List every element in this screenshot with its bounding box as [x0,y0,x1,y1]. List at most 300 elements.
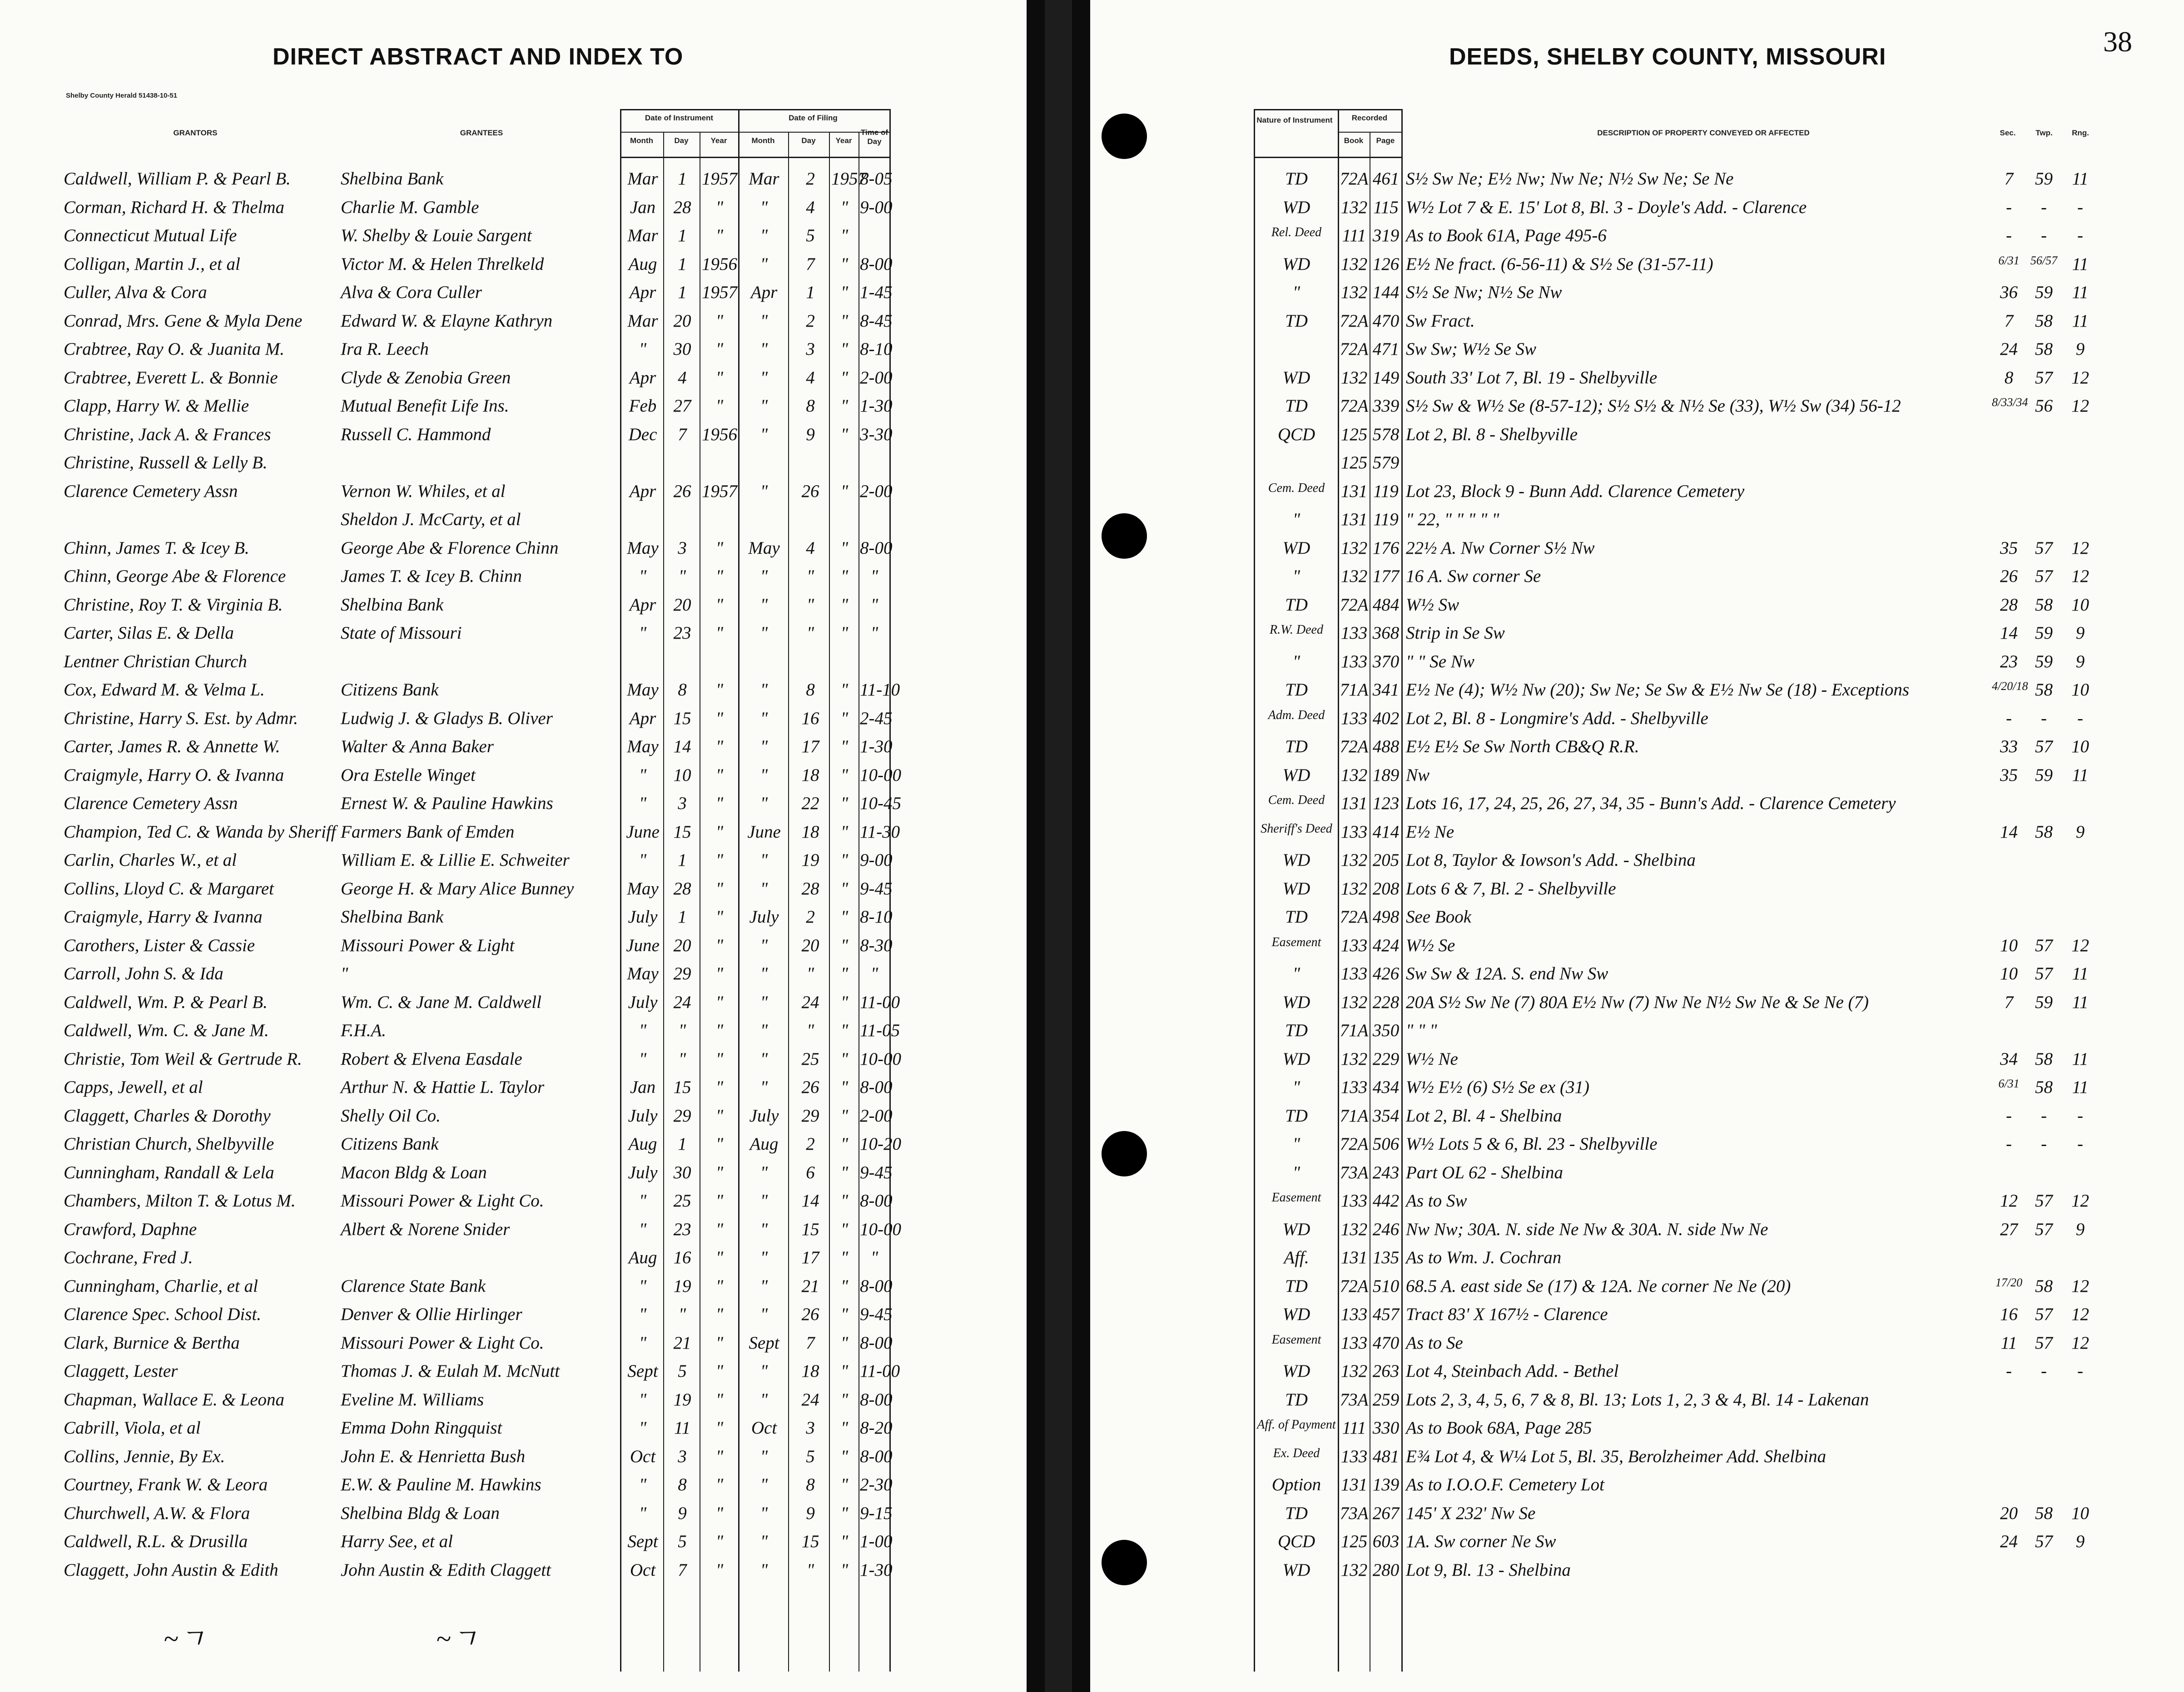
entry-row [0,790,2184,819]
grantor-cell: Collins, Jennie, By Ex. [64,1446,225,1466]
filing-day-cell: 4 [806,538,815,558]
filing-day-cell: 3 [806,339,815,359]
instrument-day-cell: " [678,1305,686,1324]
township-cell: - [2041,1134,2047,1154]
filing-day-cell: 15 [801,1219,819,1239]
page-cell: 457 [1372,1305,1400,1324]
instrument-year-cell: " [715,1333,724,1353]
nature-of-instrument-cell: Easement [1271,1332,1321,1347]
instrument-year-cell: " [715,566,724,586]
instrument-year-cell: " [715,1248,724,1267]
nature-of-instrument-cell: WD [1282,765,1310,785]
grantor-cell: Clapp, Harry W. & Mellie [64,396,249,416]
instrument-day-cell: " [678,566,686,586]
property-description-cell: As to Book 68A, Page 285 [1406,1418,1592,1438]
filing-year-cell: " [840,708,849,728]
section-cell: 36 [2000,283,2018,302]
grantee-cell: Charlie M. Gamble [341,197,479,217]
entry-row [0,478,2184,506]
instrument-month-cell: " [639,339,647,359]
filing-year-cell: " [840,1305,849,1324]
filing-day-cell: 24 [801,992,819,1012]
page-cell: 484 [1372,595,1400,615]
filing-month-cell: " [760,765,768,785]
book-cell: 131 [1340,510,1368,529]
township-cell: 57 [2035,737,2053,756]
header-nature-of-instrument: Nature of Instrument [1256,116,1333,124]
section-cell: 16 [2000,1305,2018,1324]
grantee-cell: Clyde & Zenobia Green [341,367,511,387]
property-description-cell: S½ Se Nw; N½ Se Nw [1406,283,1562,302]
property-description-cell: As to Wm. J. Cochran [1406,1248,1562,1267]
section-cell: 23 [2000,651,2018,671]
filing-month-cell: " [760,481,768,501]
grantee-cell: Vernon W. Whiles, et al [341,481,506,501]
time-of-day-cell: 1-30 [860,396,893,416]
filing-month-cell: Apr [750,283,778,302]
filing-day-cell: " [806,623,814,643]
nature-of-instrument-cell: WD [1282,1219,1310,1239]
range-cell: 12 [2071,367,2089,387]
range-cell: 10 [2071,595,2089,615]
nature-of-instrument-cell: TD [1285,1276,1308,1296]
filing-month-cell: Sept [749,1333,779,1353]
filing-year-cell: " [840,964,849,983]
book-cell: 133 [1340,651,1368,671]
entry-row [0,336,2184,364]
instrument-month-cell: " [639,1475,647,1494]
nature-of-instrument-cell: WD [1282,992,1310,1012]
book-cell: 71A [1340,1021,1369,1040]
filing-month-cell: Oct [751,1418,777,1438]
instrument-year-cell: " [715,595,724,615]
section-cell: 33 [2000,737,2018,756]
filing-month-cell: " [760,623,768,643]
instrument-year-cell: " [715,765,724,785]
section-cell: - [2006,1106,2012,1126]
grantee-cell: Eveline M. Williams [341,1389,484,1409]
filing-year-cell: " [840,1021,849,1040]
filing-year-cell: " [840,623,849,643]
grantor-cell: Craigmyle, Harry O. & Ivanna [64,765,284,785]
filing-month-cell: " [760,964,768,983]
range-cell: 12 [2071,1305,2089,1324]
filing-year-cell: " [840,1276,849,1296]
time-of-day-cell: " [870,964,879,983]
instrument-day-cell: 3 [678,538,687,558]
filing-day-cell: 18 [801,765,819,785]
nature-of-instrument-cell: Adm. Deed [1268,708,1325,722]
property-description-cell: Lots 6 & 7, Bl. 2 - Shelbyville [1406,878,1616,898]
book-cell: 72A [1340,595,1369,615]
page-cell: 229 [1372,1049,1400,1069]
header-description: DESCRIPTION OF PROPERTY CONVEYED OR AFFECTED [1597,129,1810,137]
nature-of-instrument-cell: Easement [1271,935,1321,949]
instrument-day-cell: 21 [673,1333,691,1353]
filing-day-cell: 2 [806,1134,815,1154]
grantee-cell: Russell C. Hammond [341,424,491,444]
range-cell: 9 [2075,1219,2085,1239]
entry-row [0,506,2184,535]
header-page: Page [1376,136,1395,145]
book-cell: 132 [1340,254,1368,274]
instrument-month-cell: May [627,964,659,983]
instrument-month-cell: Jan [630,1077,656,1097]
instrument-day-cell: 29 [673,1106,691,1126]
grantor-cell: Chinn, James T. & Icey B. [64,538,249,558]
property-description-cell: Lot 9, Bl. 13 - Shelbina [1406,1560,1571,1580]
page-cell: 471 [1372,339,1400,359]
property-description-cell: Part OL 62 - Shelbina [1406,1162,1563,1182]
time-of-day-cell: 8-10 [860,907,893,927]
entry-row [0,1273,2184,1301]
township-cell: 58 [2035,1276,2053,1296]
instrument-year-cell: " [715,1021,724,1040]
page-cell: 578 [1372,424,1400,444]
nature-of-instrument-cell: Aff. of Payment [1257,1418,1336,1432]
instrument-year-cell: 1957 [702,481,737,501]
page-cell: 461 [1372,169,1400,189]
filing-day-cell: 8 [806,396,815,416]
instrument-year-cell: " [715,1134,724,1154]
grantor-cell: Carlin, Charles W., et al [64,850,237,870]
filing-year-cell: " [840,765,849,785]
book-cell: 132 [1340,538,1368,558]
instrument-day-cell: 5 [678,1532,687,1551]
instrument-month-cell: " [639,1389,647,1409]
grantee-cell: " [341,964,348,983]
property-description-cell: E½ Ne fract. (6-56-11) & S½ Se (31-57-11) [1406,254,1713,274]
nature-of-instrument-cell: Easement [1271,1191,1321,1205]
time-of-day-cell: 8-00 [860,1191,893,1211]
filing-year-cell: 1957 [831,169,867,189]
township-cell: 58 [2035,822,2053,842]
entry-row [0,563,2184,591]
filing-month-cell: " [760,339,768,359]
instrument-day-cell: 3 [678,794,687,813]
page-cell: 144 [1372,283,1400,302]
instrument-year-cell: " [715,1446,724,1466]
filing-day-cell: 2 [806,907,815,927]
section-cell: 7 [2004,992,2014,1012]
nature-of-instrument-cell: WD [1282,1560,1310,1580]
instrument-month-cell: May [627,878,659,898]
page-cell: 370 [1372,651,1400,671]
time-of-day-cell: " [870,1248,879,1267]
range-cell: 12 [2071,1276,2089,1296]
township-cell: 57 [2035,566,2053,586]
filing-day-cell: 19 [801,850,819,870]
grantor-cell: Christine, Harry S. Est. by Admr. [64,708,298,728]
filing-day-cell: 8 [806,1475,815,1494]
instrument-day-cell: 7 [678,424,687,444]
grantee-cell: Sheldon J. McCarty, et al [341,510,521,529]
filing-year-cell: " [840,1077,849,1097]
property-description-cell: " " " [1406,1021,1437,1040]
section-cell: - [2006,197,2012,217]
filing-day-cell: 6 [806,1162,815,1182]
filing-month-cell: " [760,595,768,615]
entry-row [0,847,2184,875]
grantor-cell: Clarence Cemetery Assn [64,481,238,501]
filing-year-cell: " [840,1333,849,1353]
instrument-day-cell: 19 [673,1389,691,1409]
grantor-cell: Collins, Lloyd C. & Margaret [64,878,274,898]
grantee-cell: William E. & Lillie E. Schweiter [341,850,570,870]
time-of-day-cell: 2-45 [860,708,893,728]
grantee-cell: Arthur N. & Hattie L. Taylor [341,1077,545,1097]
filing-month-cell: " [760,1446,768,1466]
filing-year-cell: " [840,822,849,842]
township-cell: - [2041,1361,2047,1381]
book-cell: 72A [1340,907,1369,927]
range-cell: 12 [2071,1333,2089,1353]
filing-month-cell: " [760,708,768,728]
page-cell: 176 [1372,538,1400,558]
instrument-year-cell: " [715,226,724,245]
entry-row [0,1216,2184,1245]
header-filing-day: Day [801,136,816,145]
filing-year-cell: " [840,992,849,1012]
time-of-day-cell: 8-00 [860,1077,893,1097]
nature-of-instrument-cell: WD [1282,197,1310,217]
entry-row [0,1046,2184,1074]
property-description-cell: 68.5 A. east side Se (17) & 12A. Ne corner Ne Ne (20) [1406,1276,1791,1296]
filing-month-cell: " [760,226,768,245]
grantor-cell: Connecticut Mutual Life [64,226,237,245]
book-cell: 73A [1340,1162,1369,1182]
time-of-day-cell: 8-20 [860,1418,893,1438]
entry-row [0,989,2184,1017]
book-cell: 72A [1340,1276,1369,1296]
grantor-cell: Lentner Christian Church [64,651,247,671]
book-cell: 111 [1342,226,1366,245]
filing-year-cell: " [840,481,849,501]
instrument-month-cell: Oct [630,1560,656,1580]
property-description-cell: Lot 4, Steinbach Add. - Bethel [1406,1361,1619,1381]
entry-row [0,649,2184,677]
section-cell: 24 [2000,339,2018,359]
book-cell: 132 [1340,1049,1368,1069]
book-cell: 72A [1340,1134,1369,1154]
entry-row [0,279,2184,308]
grantor-cell: Crabtree, Everett L. & Bonnie [64,367,278,387]
time-of-day-cell: 11-30 [860,822,900,842]
book-cell: 71A [1340,1106,1369,1126]
filing-year-cell: " [840,1191,849,1211]
instrument-day-cell: 8 [678,1475,687,1494]
instrument-day-cell: 30 [673,1162,691,1182]
time-of-day-cell: " [870,595,879,615]
page-cell: 228 [1372,992,1400,1012]
left-page-title: DIRECT ABSTRACT AND INDEX TO [273,44,684,70]
grantor-cell: Chambers, Milton T. & Lotus M. [64,1191,296,1211]
instrument-month-cell: " [639,1021,647,1040]
time-of-day-cell: " [870,623,879,643]
page-cell: 205 [1372,850,1400,870]
filing-month-cell: " [760,197,768,217]
instrument-month-cell: July [628,1106,658,1126]
instrument-month-cell: " [639,1191,647,1211]
filing-year-cell: " [840,283,849,302]
grantor-cell: Caldwell, Wm. C. & Jane M. [64,1021,269,1040]
township-cell: 57 [2035,1305,2053,1324]
filing-year-cell: " [840,1446,849,1466]
filing-month-cell: " [760,1191,768,1211]
grantee-cell: Shelbina Bank [341,907,444,927]
filing-month-cell: " [760,1532,768,1551]
book-cell: 132 [1340,850,1368,870]
instrument-year-cell: " [715,339,724,359]
filing-year-cell: " [840,737,849,756]
instrument-day-cell: 15 [673,1077,691,1097]
instrument-day-cell: 1 [678,226,687,245]
instrument-month-cell: Mar [627,311,658,331]
property-description-cell: Lot 2, Bl. 4 - Shelbina [1406,1106,1562,1126]
filing-day-cell: 20 [801,935,819,955]
township-cell: 59 [2035,651,2053,671]
township-cell: 59 [2035,169,2053,189]
instrument-year-cell: " [715,1361,724,1381]
book-cell: 133 [1340,822,1368,842]
filing-day-cell: 21 [801,1276,819,1296]
filing-year-cell: " [840,1475,849,1494]
township-cell: 57 [2035,367,2053,387]
entry-row [0,734,2184,762]
instrument-day-cell: 28 [673,197,691,217]
time-of-day-cell: 8-00 [860,1276,893,1296]
grantee-cell: Missouri Power & Light Co. [341,1191,544,1211]
range-cell: - [2077,708,2083,728]
entry-row [0,1472,2184,1500]
book-cell: 72A [1340,311,1369,331]
header-year: Year [710,136,727,145]
instrument-month-cell: " [639,1333,647,1353]
header-rule [1254,157,1401,158]
grantor-cell: Champion, Ted C. & Wanda by Sheriff [64,822,336,842]
nature-of-instrument-cell: R.W. Deed [1270,623,1323,637]
section-cell: 8 [2004,367,2014,387]
filing-month-cell: " [760,1049,768,1069]
book-cell: 133 [1340,1446,1368,1466]
township-cell: 58 [2035,595,2053,615]
instrument-month-cell: July [628,1162,658,1182]
instrument-month-cell: July [628,992,658,1012]
property-description-cell: 1A. Sw corner Ne Sw [1406,1532,1556,1551]
filing-year-cell: " [840,680,849,700]
entry-row [0,961,2184,989]
instrument-day-cell: 29 [673,964,691,983]
filing-day-cell: " [806,1560,814,1580]
filing-day-cell: 7 [806,254,815,274]
property-description-cell: S½ Sw Ne; E½ Nw; Nw Ne; N½ Sw Ne; Se Ne [1406,169,1734,189]
range-cell: 11 [2072,254,2089,274]
grantee-cell: Missouri Power & Light [341,935,515,955]
grantee-cell: Ora Estelle Winget [341,765,476,785]
filing-month-cell: " [760,878,768,898]
property-description-cell: 22½ A. Nw Corner S½ Nw [1406,538,1595,558]
nature-of-instrument-cell: TD [1285,396,1308,416]
property-description-cell: Sw Sw & 12A. S. end Nw Sw [1406,964,1608,983]
township-cell: 57 [2035,1333,2053,1353]
grantee-cell: Shelbina Bldg & Loan [341,1503,500,1523]
grantor-cell: Clarence Cemetery Assn [64,794,238,813]
book-cell: 133 [1340,1305,1368,1324]
grantor-cell: Carter, Silas E. & Della [64,623,234,643]
filing-year-cell: " [840,1389,849,1409]
instrument-day-cell: 10 [673,765,691,785]
header-date-filing: Date of Filing [789,114,838,122]
property-description-cell: W½ Sw [1406,595,1459,615]
filing-month-cell: " [760,1219,768,1239]
instrument-day-cell: 20 [673,935,691,955]
book-cell: 125 [1340,424,1368,444]
range-cell: 11 [2072,283,2089,302]
instrument-month-cell: " [639,1418,647,1438]
grantee-cell: Victor M. & Helen Threlkeld [341,254,544,274]
time-of-day-cell: 10-45 [860,794,901,813]
page-cell: 341 [1372,680,1400,700]
section-cell: 8/33/34 [1992,396,2028,409]
township-cell: 59 [2035,283,2053,302]
nature-of-instrument-cell: " [1292,1134,1300,1154]
book-cell: 125 [1340,453,1368,472]
grantee-cell: Denver & Ollie Hirlinger [341,1305,522,1324]
filing-year-cell: " [840,566,849,586]
entry-row [0,308,2184,336]
section-cell: - [2006,226,2012,245]
grantee-cell: Thomas J. & Eulah M. McNutt [341,1361,560,1381]
property-description-cell: E¾ Lot 4, & W¼ Lot 5, Bl. 35, Berolzheimer Add. Shelbina [1406,1446,1827,1466]
grantor-cell: Chinn, George Abe & Florence [64,566,286,586]
township-cell: 58 [2035,311,2053,331]
instrument-day-cell: 1 [678,1134,687,1154]
section-cell: - [2006,1134,2012,1154]
time-of-day-cell: 1-30 [860,1560,893,1580]
instrument-month-cell: Sept [627,1532,658,1551]
nature-of-instrument-cell: " [1292,283,1300,302]
grantee-cell: Shelly Oil Co. [341,1106,441,1126]
township-cell: 57 [2035,1191,2053,1211]
township-cell: 58 [2035,1049,2053,1069]
filing-month-cell: Mar [749,169,779,189]
township-cell: 57 [2035,538,2053,558]
instrument-year-cell: 1957 [702,283,737,302]
header-twp: Twp. [2035,129,2053,137]
property-description-cell: Nw [1406,765,1430,785]
grantor-cell: Clarence Spec. School Dist. [64,1305,262,1324]
book-cell: 133 [1340,623,1368,643]
filing-year-cell: " [840,1560,849,1580]
page-cell: 339 [1372,396,1400,416]
instrument-year-cell: " [715,1305,724,1324]
property-description-cell: Lot 2, Bl. 8 - Shelbyville [1406,424,1578,444]
grantor-cell: Crabtree, Ray O. & Juanita M. [64,339,284,359]
instrument-month-cell: " [639,765,647,785]
range-cell: - [2077,226,2083,245]
grantor-cell: Cochrane, Fred J. [64,1248,193,1267]
page-cell: 149 [1372,367,1400,387]
range-cell: 11 [2072,1049,2089,1069]
entry-row [0,1444,2184,1472]
property-description-cell: 145' X 232' Nw Se [1406,1503,1536,1523]
time-of-day-cell: 10-00 [860,765,901,785]
range-cell: 9 [2075,623,2085,643]
printer-imprint: Shelby County Herald 51438-10-51 [66,92,178,99]
nature-of-instrument-cell: WD [1282,538,1310,558]
instrument-day-cell: 23 [673,623,691,643]
filing-month-cell: " [760,850,768,870]
